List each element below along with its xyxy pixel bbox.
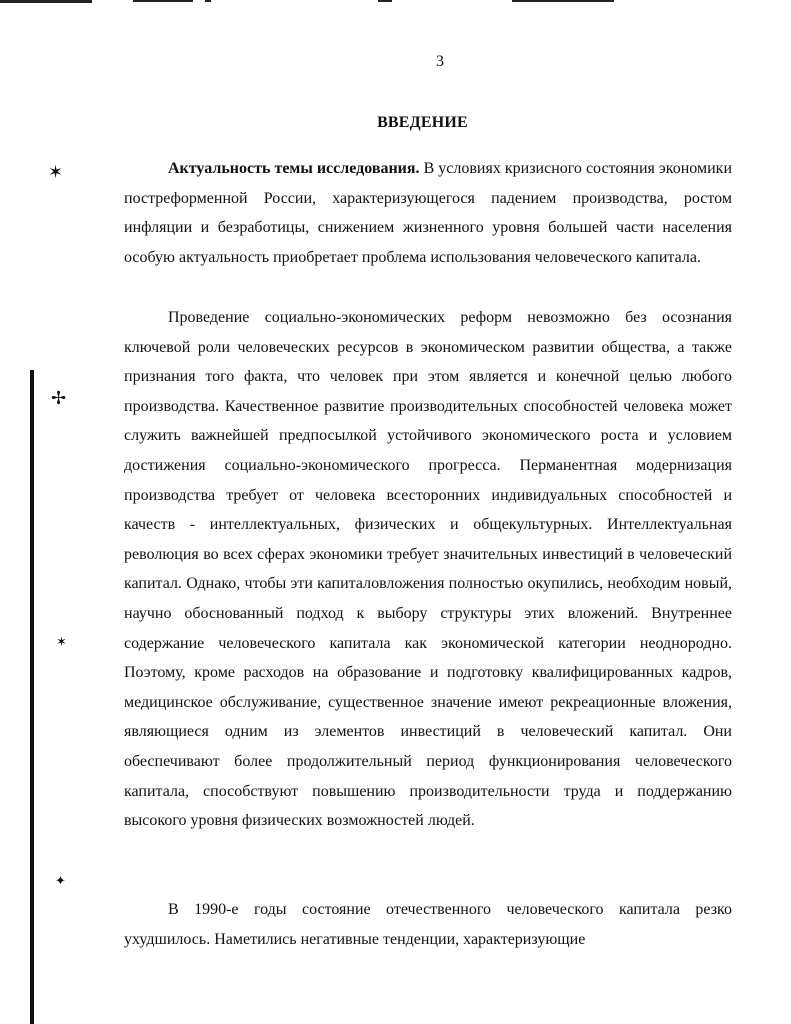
scan-artifact-top-mid-2 (205, 0, 211, 2)
scan-artifact-top-mid-1 (133, 0, 193, 2)
paragraph-3: В 1990-е годы состояние отечественного человеческого капитала резко ухудшилось. Наметились негативные тенденции, характеризующие (124, 901, 732, 948)
scan-artifact-top-left (0, 0, 92, 3)
scan-artifact-left-bar (30, 370, 34, 1024)
paragraph-2-block (124, 303, 732, 836)
section-heading: ВВЕДЕНИЕ (377, 114, 468, 131)
paragraph-1-block (124, 154, 732, 272)
paragraph-3-block (124, 895, 732, 954)
paragraph-1 (124, 154, 732, 272)
margin-mark-icon: ✶ (48, 162, 64, 182)
margin-mark-icon: ✢ (51, 388, 67, 408)
page-number: 3 (436, 53, 444, 70)
scan-artifact-top-right (512, 0, 614, 2)
paragraph-2: Проведение социально-экономических реформ невозможно без осознания ключевой роли человеческих ресурсов в экономическом развитии общества, а также признания того факта, что человек при этом является и конечной целью любого производства. Качественное развитие производительных способностей человека может служить важнейшей предпосылкой устойчивого экономического роста и условием достижения социально-экономического прогресса. Перманентная модернизация производства требует от человека всесторонних индивидуальных способностей и качеств - интеллектуальных, физических и общекультурных. Интеллектуальная революция во всех сферах экономики требует значительных инвестиций в человеческий капитал. Однако, чтобы эти капиталовложения полностью окупились, необходим новый, научно обоснованный подход к выбору структуры этих вложений. Внутреннее содержание человеческого капитала как экономической категории неоднородно. Поэтому, кроме расходов на образование и подготовку квалифицированных кадров, медицинское обслуживание, существенное значение имеют рекреационные вложения, являющиеся одним из элементов инвестиций в человеческий капитал. Они обеспечивают более продолжительный период функционирования человеческого капитала, способствуют повышению производительности труда и поддержанию высокого уровня физических возможностей людей. (124, 309, 732, 830)
paragraph-1-lead: Актуальность темы исследования. (168, 160, 420, 177)
paragraph-1-text: В условиях кризисного состояния экономики постреформенной России, характеризующегося падением производства, ростом инфляции и безработицы, снижением жизненного уровня большей части населения особую актуальность приобретает проблема использования человеческого капитала. (124, 160, 733, 266)
margin-mark-icon: ✶ (56, 634, 67, 649)
margin-mark-icon: ✦ (55, 873, 66, 888)
scan-artifact-top-mid-3 (378, 0, 392, 2)
